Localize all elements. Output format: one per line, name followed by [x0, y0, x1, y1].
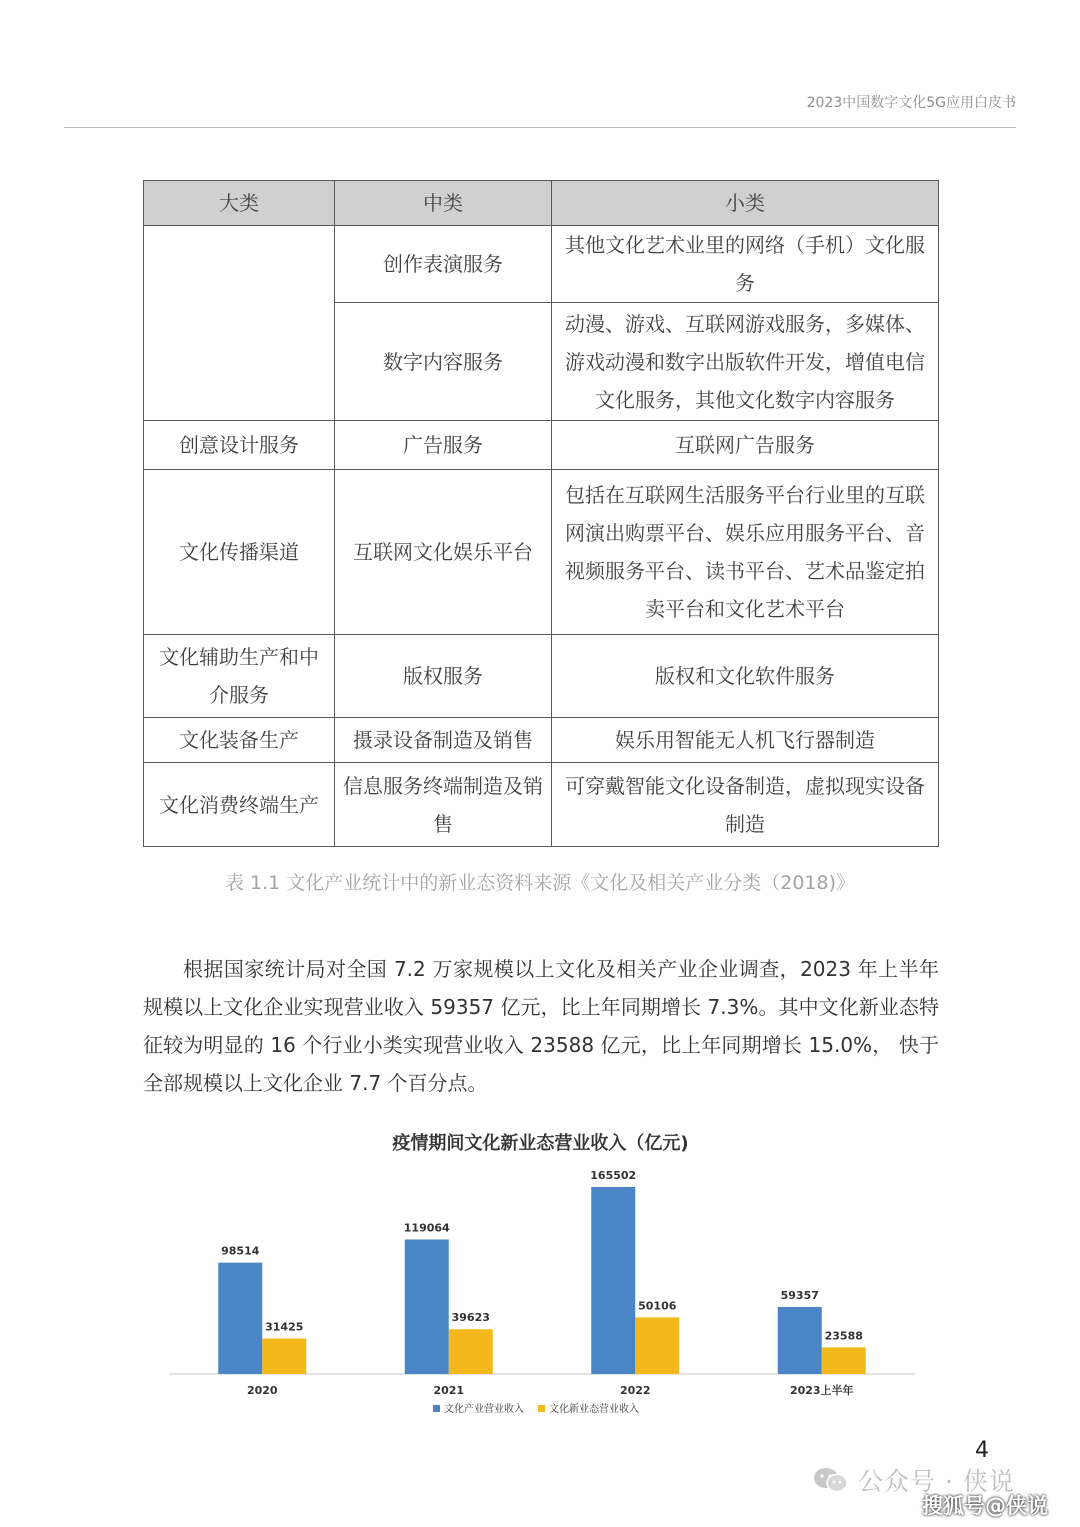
legend-label: 文化新业态营业收入	[549, 1404, 639, 1415]
table-row	[144, 470, 939, 635]
data-label: 165502	[590, 1169, 637, 1182]
source-watermark: 搜狐号@侠说	[922, 1494, 1048, 1518]
table-row	[144, 421, 939, 470]
cell-middle: 创作表演服务	[335, 226, 552, 303]
data-label: 98514	[221, 1244, 260, 1258]
data-label: 23588	[824, 1329, 863, 1343]
cell-major: 文化装备生产	[144, 718, 335, 763]
cell-major: 文化消费终端生产	[144, 763, 335, 847]
cell-major: 文化辅助生产和中介服务	[144, 635, 335, 718]
cell-middle: 摄录设备制造及销售	[335, 718, 552, 763]
revenue-chart-svg	[143, 1125, 938, 1430]
table-row	[144, 635, 939, 718]
cell-minor: 动漫、游戏、互联网游戏服务，多媒体、游戏动漫和数字出版软件开发，增值电信文化服务，其他文化数字内容服务	[552, 303, 939, 421]
legend-label: 文化产业营业收入	[444, 1404, 524, 1415]
table-caption: 表 1.1 文化产业统计中的新业态资料来源《文化及相关产业分类（2018)》	[224, 872, 856, 894]
data-label: 31425	[265, 1320, 304, 1334]
body-paragraph: 根据国家统计局对全国 7.2 万家规模以上文化及相关产业企业调查，2023 年上半年规模以上文化企业实现营业收入 59357 亿元，比上年同期增长 7.3%。其中文化新业态特征较为明显的 16 个行业小类实现营业收入 23588 亿元，比上年同期增长 15.0%， 快于全部规模以上文化企业 7.7 个百分点。	[143, 957, 939, 1095]
cell-major	[144, 226, 335, 421]
cell-middle: 信息服务终端制造及销售	[335, 763, 552, 847]
header-cell-middle: 中类	[335, 181, 552, 226]
bar-new-format-revenue	[822, 1347, 866, 1374]
classification-table	[143, 180, 939, 847]
cell-minor: 互联网广告服务	[552, 421, 939, 470]
chart-title: 疫情期间文化新业态营业收入（亿元)	[392, 1133, 689, 1154]
watermark-channel-text: 公众号 · 侠说	[858, 1467, 1015, 1496]
data-label: 50106	[638, 1299, 677, 1313]
wechat-icon	[812, 1466, 850, 1494]
cell-middle: 版权服务	[335, 635, 552, 718]
cell-middle: 广告服务	[335, 421, 552, 470]
bar-new-format-revenue	[449, 1329, 493, 1374]
x-tick-label: 2022	[619, 1384, 651, 1397]
header-divider	[64, 127, 1016, 128]
cell-minor: 可穿戴智能文化设备制造，虚拟现实设备制造	[552, 763, 939, 847]
bar-culture-revenue	[405, 1239, 449, 1374]
bar-culture-revenue	[218, 1263, 262, 1374]
data-label: 119064	[403, 1221, 450, 1235]
bar-new-format-revenue	[262, 1338, 306, 1374]
header-cell-minor: 小类	[552, 181, 939, 226]
bar-culture-revenue	[591, 1187, 635, 1374]
bar-culture-revenue	[778, 1307, 822, 1374]
cell-minor: 版权和文化软件服务	[552, 635, 939, 718]
legend-swatch	[433, 1405, 440, 1412]
cell-middle: 互联网文化娱乐平台	[335, 470, 552, 635]
x-tick-label: 2021	[433, 1384, 465, 1397]
data-label: 59357	[780, 1288, 819, 1302]
header-title: 2023中国数字文化5G应用白皮书	[806, 95, 1016, 111]
table-row	[144, 226, 939, 303]
legend-swatch	[538, 1405, 545, 1412]
revenue-chart	[143, 1125, 938, 1430]
page-number: 4	[975, 1438, 989, 1463]
cell-minor: 娱乐用智能无人机飞行器制造	[552, 718, 939, 763]
cell-middle: 数字内容服务	[335, 303, 552, 421]
x-tick-label: 2020	[246, 1384, 278, 1397]
cell-minor: 其他文化艺术业里的网络（手机）文化服务	[552, 226, 939, 303]
x-tick-label: 2023上半年	[789, 1384, 854, 1397]
table-header-row	[144, 181, 939, 226]
cell-major: 创意设计服务	[144, 421, 335, 470]
data-label: 39623	[451, 1311, 490, 1325]
cell-major: 文化传播渠道	[144, 470, 335, 635]
table-row	[144, 763, 939, 847]
header-cell-major: 大类	[144, 181, 335, 226]
bar-new-format-revenue	[635, 1317, 679, 1374]
cell-minor: 包括在互联网生活服务平台行业里的互联网演出购票平台、娱乐应用服务平台、音视频服务平台、读书平台、艺术品鉴定拍卖平台和文化艺术平台	[552, 470, 939, 635]
table-row	[144, 718, 939, 763]
